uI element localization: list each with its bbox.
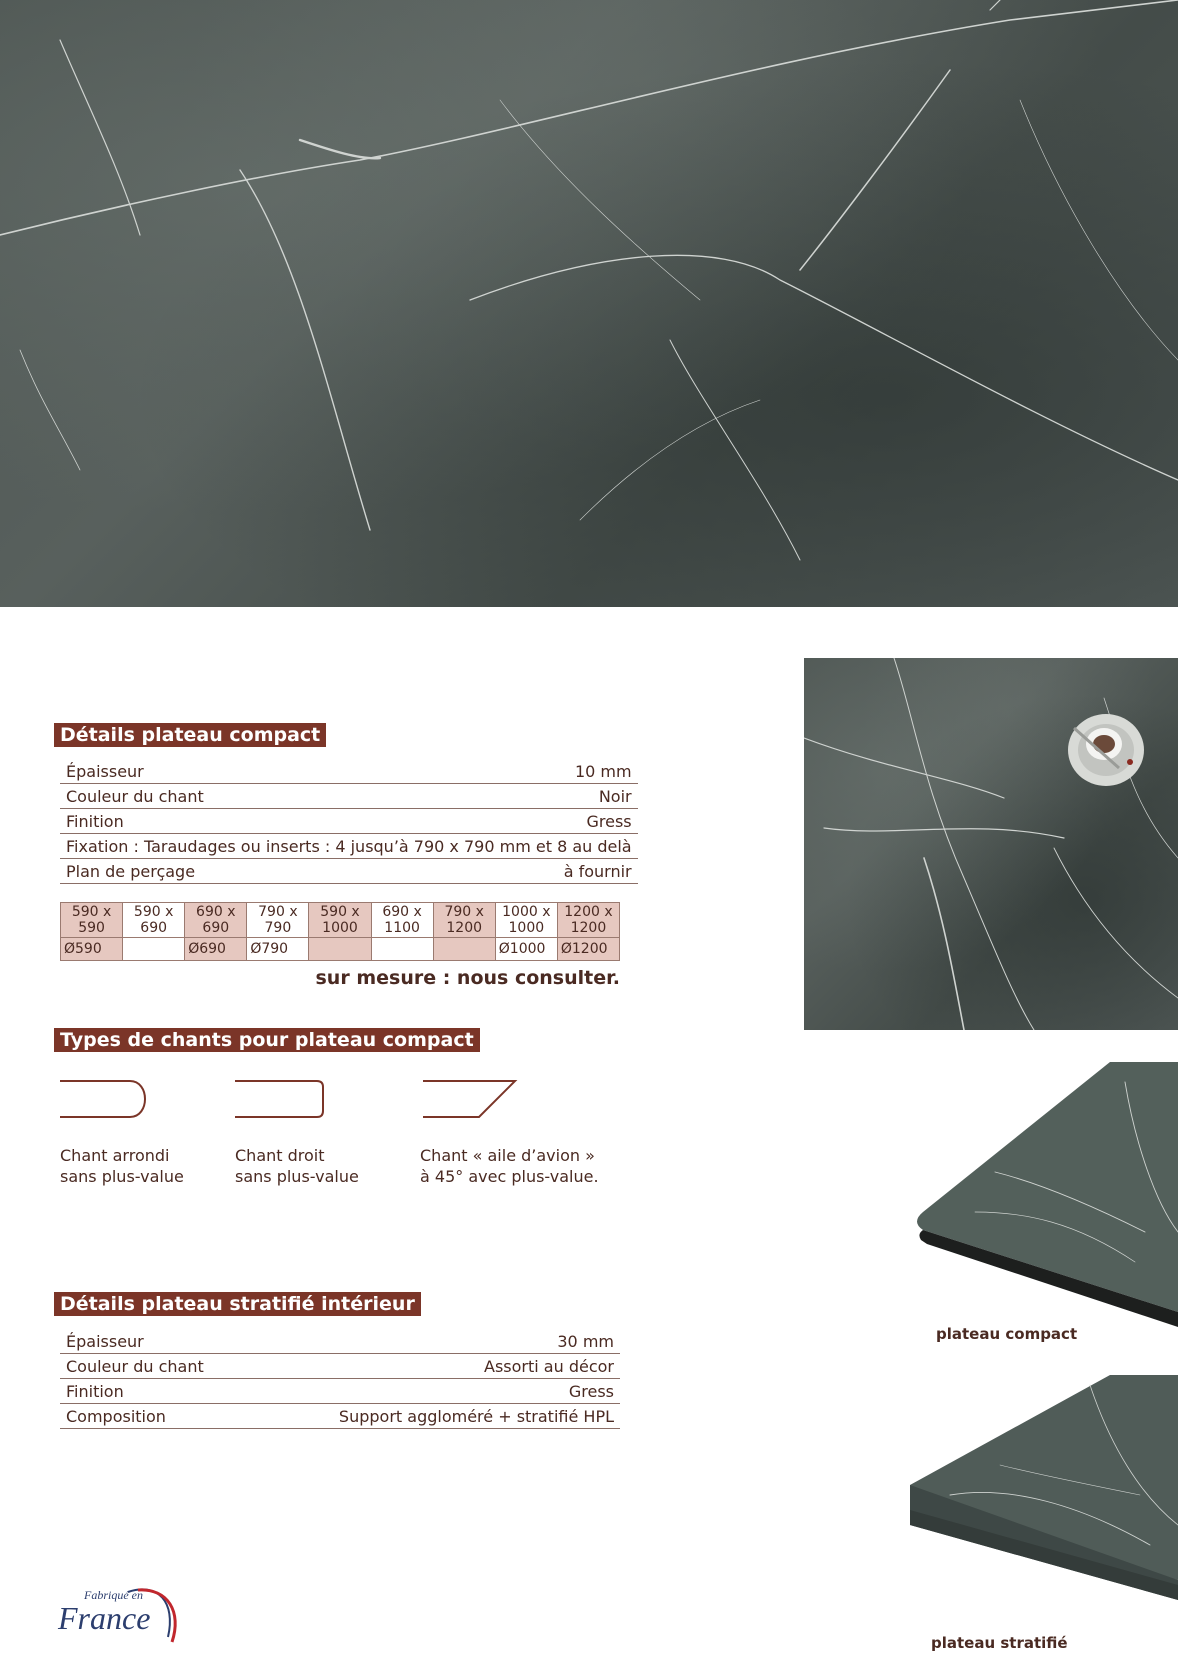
spec-label: Fixation : Taraudages ou inserts : 4 jusqu’à 790 x 790 mm et 8 au delà	[60, 834, 638, 859]
spec-row	[60, 834, 638, 859]
edge-label-line: sans plus-value	[235, 1167, 359, 1186]
spec-value: à fournir	[437, 859, 638, 884]
fabrique-en-france-logo	[58, 1582, 188, 1652]
edge-label-rounded	[60, 1145, 184, 1187]
spec-label: Épaisseur	[60, 1329, 252, 1354]
spec-row	[60, 759, 638, 784]
section-title-stratifie: Détails plateau stratifié intérieur	[54, 1292, 421, 1316]
size-diameter-cell	[123, 938, 185, 961]
spec-row	[60, 809, 638, 834]
coffee-cup-icon	[804, 658, 1178, 1030]
marble-veins	[0, 0, 1178, 607]
section-title-edges: Types de chants pour plateau compact	[54, 1028, 480, 1052]
edge-label-line: Chant arrondi	[60, 1146, 170, 1165]
spec-label: Couleur du chant	[60, 1354, 252, 1379]
logo-line-2: France	[58, 1600, 151, 1636]
size-dimension-cell: 790 x 1200	[433, 903, 495, 938]
size-diameter-cell: Ø790	[247, 938, 309, 961]
bevel-edge-icon	[421, 1078, 521, 1120]
spec-value: Gress	[437, 809, 638, 834]
compact-spec-table	[60, 759, 638, 884]
caption-stratifie: plateau stratifié	[931, 1634, 1068, 1652]
size-dimension-cell: 590 x 690	[123, 903, 185, 938]
size-diameter-cell	[433, 938, 495, 961]
spec-row	[60, 1404, 620, 1429]
sizes-diameter-row	[61, 938, 620, 961]
size-diameter-cell: Ø1000	[495, 938, 557, 961]
hero-marble-image	[0, 0, 1178, 607]
stratifie-spec-table	[60, 1329, 620, 1429]
size-diameter-cell: Ø590	[61, 938, 123, 961]
caption-compact: plateau compact	[936, 1325, 1078, 1343]
spec-label: Composition	[60, 1404, 252, 1429]
spec-row	[60, 784, 638, 809]
edge-label-bevel	[420, 1145, 599, 1187]
straight-edge-icon	[233, 1078, 328, 1120]
spec-value: Noir	[437, 784, 638, 809]
edge-label-line: Chant « aile d’avion »	[420, 1146, 595, 1165]
sizes-table	[60, 902, 620, 961]
logo-line-1: Fabriqué en	[84, 1588, 143, 1602]
spec-label: Finition	[60, 809, 437, 834]
rounded-edge-icon	[58, 1078, 153, 1120]
spec-value: 30 mm	[252, 1329, 620, 1354]
spec-value: Support aggloméré + stratifié HPL	[252, 1404, 620, 1429]
edge-label-line: Chant droit	[235, 1146, 325, 1165]
spec-label: Couleur du chant	[60, 784, 437, 809]
size-diameter-cell: Ø1200	[557, 938, 619, 961]
size-diameter-cell: Ø690	[185, 938, 247, 961]
spec-value: 10 mm	[437, 759, 638, 784]
size-dimension-cell: 690 x 690	[185, 903, 247, 938]
spec-row	[60, 859, 638, 884]
spec-row	[60, 1379, 620, 1404]
spec-row	[60, 1329, 620, 1354]
spec-label: Finition	[60, 1379, 252, 1404]
edge-label-straight	[235, 1145, 359, 1187]
size-dimension-cell: 1200 x 1200	[557, 903, 619, 938]
size-diameter-cell	[309, 938, 371, 961]
size-dimension-cell: 590 x 590	[61, 903, 123, 938]
custom-size-note: sur mesure : nous consulter.	[315, 967, 620, 989]
size-dimension-cell: 790 x 790	[247, 903, 309, 938]
spec-label: Épaisseur	[60, 759, 437, 784]
size-diameter-cell	[371, 938, 433, 961]
spec-value: Assorti au décor	[252, 1354, 620, 1379]
edge-label-line: à 45° avec plus-value.	[420, 1167, 599, 1186]
stratifie-tabletop-image	[910, 1375, 1178, 1615]
spec-label: Plan de perçage	[60, 859, 437, 884]
size-dimension-cell: 1000 x 1000	[495, 903, 557, 938]
size-dimension-cell: 690 x 1100	[371, 903, 433, 938]
size-dimension-cell: 590 x 1000	[309, 903, 371, 938]
edge-label-line: sans plus-value	[60, 1167, 184, 1186]
compact-tabletop-image	[915, 1062, 1178, 1332]
spec-value: Gress	[252, 1379, 620, 1404]
section-title-compact: Détails plateau compact	[54, 723, 326, 747]
sizes-dimension-row	[61, 903, 620, 938]
swatch-with-cup-image	[804, 658, 1178, 1030]
spec-row	[60, 1354, 620, 1379]
